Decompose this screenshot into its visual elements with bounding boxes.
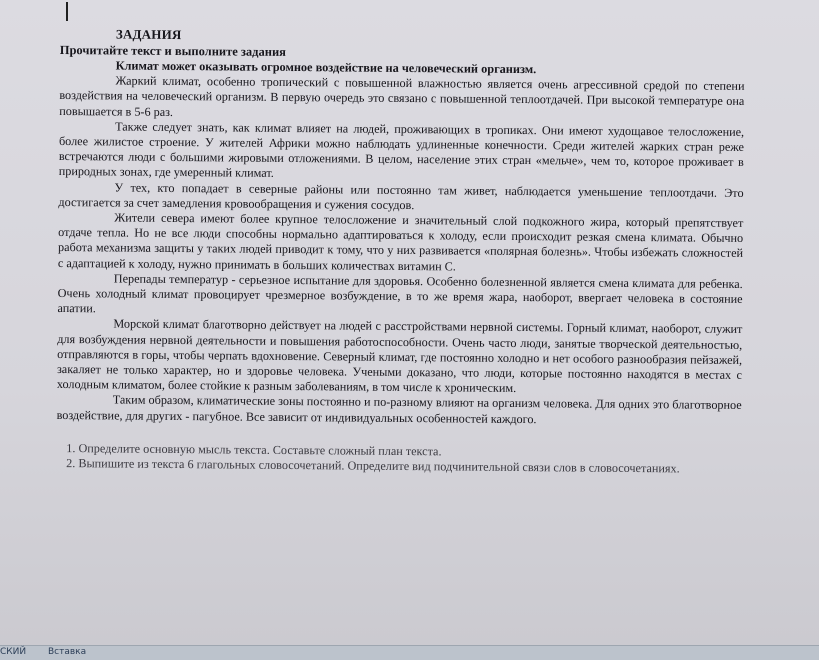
paragraph-8: Таким образом, климатические зоны постоянно и по-разному влияют на организм человека. Для одних это благотворное воздействие, для других - пагубное. Все зависит от индивидуальных особенностей каждого. <box>56 392 742 426</box>
status-insert-mode[interactable]: Вставка <box>48 647 87 657</box>
paragraph-4: У тех, кто попадает в северные районы или постоянно там живет, наблюдается уменьшение теплоотдачи. Это достигается за счет замедления кровообращения и сужения сосудов. <box>58 180 744 212</box>
document-heading: ЗАДАНИЯ <box>115 26 182 43</box>
text-cursor <box>66 2 68 21</box>
paragraph-3: Также следует знать, как климат влияет на людей, проживающих в тропиках. Они имеют худощавое телосложение, более жилистое строение. У жителей Африки можно наблюдать удлиненные конечности. Среди жителей жарких стран реже встречаются люди с большими жировыми отложениями. В целом, население этих стран «мельче», чем то, которое проживает в природных зонах, где умеренный климат. <box>58 119 745 181</box>
task-item-2: 2. Выпишите из текста 6 глагольных словосочетаний. Определите вид подчинительной связи слов в словосочетаниях. <box>66 456 680 476</box>
paragraph-7: Морской климат благотворно действует на людей с расстройствами нервной системы. Горный климат, наоборот, служит для возбуждения нервной деятельности и повышения работоспособности. Очень часто люди, занятые творческой деятельностью, отправляются в горы, чтобы черпать вдохновение. Северный климат, где постоянно холодно и нет особого разнообразия пейзажей, закаляет не только характер, но и здоровье человека. Учеными доказано, что люди, которые постоянно находятся в местах с холодным климатом, более стойкие к разным заболеваниям, в том числе к хроническим. <box>56 316 743 396</box>
task-list <box>56 441 741 477</box>
document-content[interactable] <box>56 26 745 477</box>
paragraph-5: Жители севера имеют более крупное телосложение и значительный слой подкожного жира, который препятствует отдаче тепла. Но не все люди способны нормально адаптироваться к холоду, если происходит резкая смена климата. Обычно работа механизма защиты у таких людей приводит к тому, что у них развивается «полярная болезнь». Чтобы избежать сложностей с адаптацией к холоду, нужно принимать в больших количествах витамин С. <box>57 210 744 274</box>
task-item-1: 1. Определите основную мысль текста. Составьте сложный план текста. <box>66 440 442 459</box>
status-bar <box>0 645 819 660</box>
paragraph-1: Климат может оказывать огромное воздействие на человеческий организм. <box>115 58 537 77</box>
paragraph-2: Жаркий климат, особенно тропический с повышенной влажностью является очень агрессивной средой по степени воздействия на человеческий организм. В первую очередь это связано с повышенной теплоотдачей. При высокой температуре она повышается в 5-6 раз. <box>59 73 745 119</box>
document-instruction: Прочитайте текст и выполните задания <box>59 42 287 59</box>
status-language[interactable]: СКИЙ <box>0 647 27 657</box>
paragraph-6: Перепады температур - серьезное испытание для здоровья. Особенно болезненной является смена климата для ребенка. Очень холодный климат провоцирует чрезмерное возбуждение, в то же время жара, наоборот, ввергает человека в состояние апатии. <box>57 271 743 316</box>
